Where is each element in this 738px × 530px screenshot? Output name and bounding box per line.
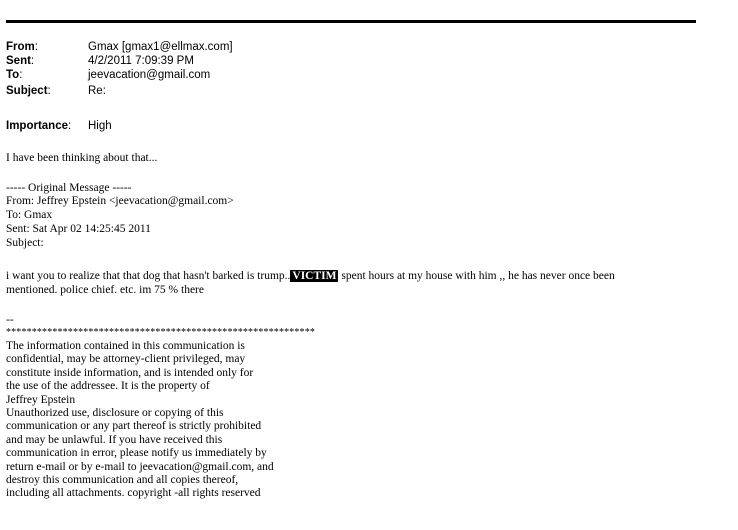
original-to-line: To: Gmax (6, 209, 53, 221)
signature-star-rule: ************************************************************ (6, 327, 315, 338)
body-text-before: i want you to realize that that dog that hasn't barked is trump.. (6, 270, 291, 282)
signature-dashes: -- (6, 314, 14, 326)
importance-label: Importance: (6, 120, 72, 132)
disclaimer-line: Unauthorized use, disclosure or copying of this (6, 406, 224, 419)
to-label: To: (6, 69, 23, 81)
original-body-line-2: mentioned. police chief. etc. im 75 % there (6, 284, 204, 296)
original-subject-line: Subject: (6, 237, 44, 249)
to-value: jeevacation@gmail.com (88, 69, 211, 81)
disclaimer-line: confidential, may be attorney-client privileged, may (6, 353, 246, 366)
importance-value: High (88, 120, 112, 132)
disclaimer-line: The information contained in this communication is (6, 340, 245, 352)
subject-label: Subject: (6, 85, 51, 97)
redaction-box: VICTIM (292, 270, 337, 282)
disclaimer-line: the use of the addressee. It is the property of (6, 380, 210, 393)
disclaimer-line: communication in error, please notify us immediately by (6, 447, 267, 460)
original-sent-line: Sent: Sat Apr 02 14:25:45 2011 (6, 223, 151, 235)
disclaimer-line: communication or any part thereof is strictly prohibited (6, 420, 262, 433)
header-divider-line (6, 20, 696, 23)
disclaimer-line: constitute inside information, and is intended only for (6, 366, 254, 379)
original-body-line-1 (6, 270, 615, 283)
disclaimer-line: destroy this communication and all copies thereof, (6, 473, 239, 486)
disclaimer-line: return e-mail or by e-mail to jeevacation@gmail.com, and (6, 460, 274, 473)
reply-text: I have been thinking about that... (6, 152, 158, 164)
body-text-after: spent hours at my house with him ,, he has never once been (338, 270, 615, 282)
disclaimer-line: including all attachments. copyright -all rights reserved (6, 487, 261, 500)
sent-value: 4/2/2011 7:09:39 PM (88, 55, 194, 67)
from-label: From: (6, 41, 38, 53)
from-value: Gmax [gmax1@ellmax.com] (88, 41, 233, 53)
original-from-line: From: Jeffrey Epstein <jeevacation@gmail.com> (6, 195, 234, 207)
disclaimer-line: and may be unlawful. If you have received this (6, 433, 223, 446)
sent-label: Sent: (6, 55, 35, 67)
confidentiality-disclaimer (6, 340, 274, 501)
disclaimer-line: Jeffrey Epstein (6, 393, 76, 406)
subject-value: Re: (88, 85, 106, 97)
original-message-divider: ----- Original Message ----- (6, 182, 132, 194)
